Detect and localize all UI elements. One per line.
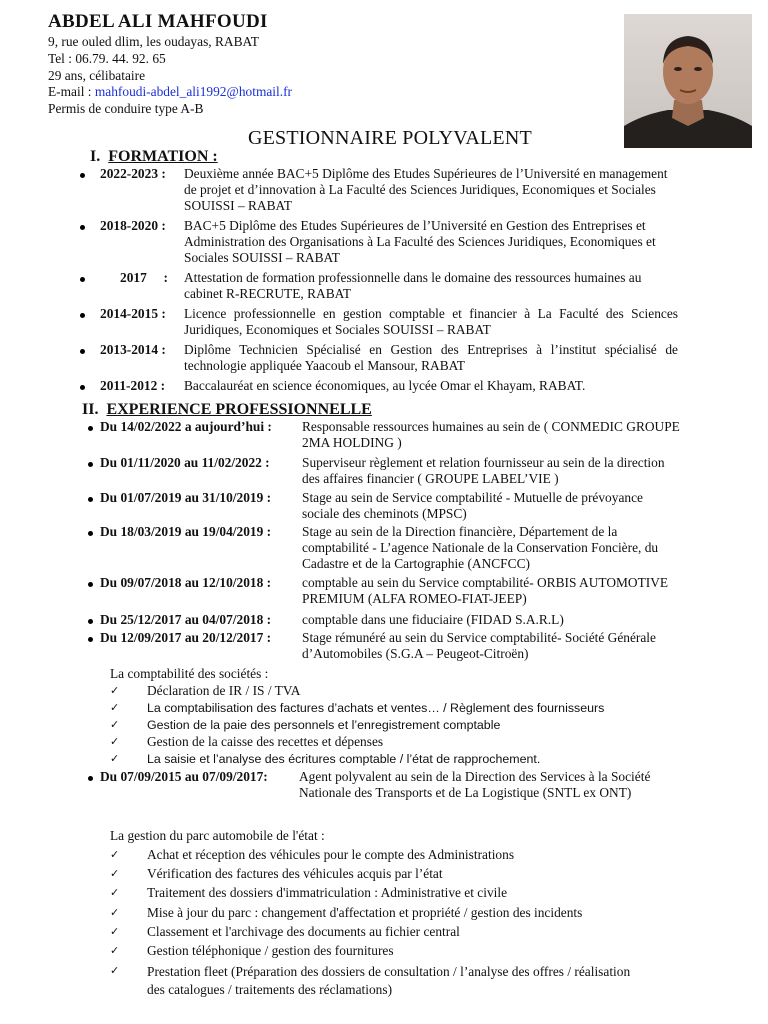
item-date: 2011-2012 : bbox=[100, 378, 166, 393]
compta-subheading: La comptabilité des sociétés : bbox=[110, 666, 269, 681]
item-text: Superviseur règlement et relation fournisseur au sein de la direction des affaires financier ( GROUPE LABEL’VIE ) bbox=[302, 455, 665, 487]
job-title: GESTIONNAIRE POLYVALENT bbox=[248, 127, 532, 149]
item-text: Licence professionnelle en gestion comptable et financier à La Faculté des Sciences Juridiques, Economiques et Sociales SOUISSI – RABAT bbox=[184, 306, 678, 338]
item-date: 2013-2014 : bbox=[100, 342, 166, 357]
item-date: 2018-2020 : bbox=[100, 218, 166, 233]
checkmark-icon: ✓ bbox=[110, 886, 120, 899]
item-date: 2014-2015 : bbox=[100, 306, 166, 321]
section-number: I. bbox=[90, 148, 101, 165]
item-text: Stage au sein de Service comptabilité - Mutuelle de prévoyance sociale des cheminots (MPSC) bbox=[302, 490, 643, 522]
item-date: Du 18/03/2019 au 19/04/2019 : bbox=[100, 524, 272, 539]
item-date: 2022-2023 : bbox=[100, 166, 166, 181]
checkmark-icon: ✓ bbox=[110, 718, 120, 731]
item-text: Attestation de formation professionnelle dans le domaine des ressources humaines au cabinet R-RECRUTE, RABAT bbox=[184, 270, 642, 302]
task-text: La comptabilisation des factures d’achats et ventes… / Règlement des fournisseurs bbox=[147, 701, 605, 715]
task-text: Mise à jour du parc : changement d'affectation et propriété / gestion des incidents bbox=[147, 905, 583, 920]
item-text: BAC+5 Diplôme des Etudes Supérieures de l’Université en Gestion des Entreprises et Administration des Organisations à La Faculté des Sciences Juridiques, Economiques et Sociales SOUISSI – RABAT bbox=[184, 218, 656, 266]
checkmark-icon: ✓ bbox=[110, 735, 120, 748]
checkmark-icon: ✓ bbox=[110, 867, 120, 880]
item-text: Responsable ressources humaines au sein de ( CONMEDIC GROUPE 2MA HOLDING ) bbox=[302, 419, 680, 451]
task-text: Traitement des dossiers d'immatriculation : Administrative et civile bbox=[147, 885, 508, 900]
email-link[interactable]: mahfoudi-abdel_ali1992@hotmail.fr bbox=[94, 84, 293, 99]
checkmark-icon: ✓ bbox=[110, 848, 120, 861]
item-date: Du 01/11/2020 au 11/02/2022 : bbox=[100, 455, 270, 470]
checkmark-icon: ✓ bbox=[110, 684, 120, 697]
age-status: 29 ans, célibataire bbox=[48, 68, 146, 83]
task-text: Achat et réception des véhicules pour le compte des Administrations bbox=[147, 847, 515, 862]
item-text: Stage au sein de la Direction financière, Département de la comptabilité - L’agence Nationale de la Conservation Foncière, du Cadastre et de la Cartographie (ANCFCC) bbox=[302, 524, 659, 572]
profile-photo bbox=[624, 14, 752, 148]
item-text: Stage rémunéré au sein du Service comptabilité- Société Générale d’Automobiles (S.G.A – Peugeot-Citroën) bbox=[302, 630, 656, 662]
email-label: E-mail : bbox=[48, 84, 95, 99]
telephone: Tel : 06.79. 44. 92. 65 bbox=[48, 51, 166, 66]
item-date: Du 12/09/2017 au 20/12/2017 : bbox=[100, 630, 272, 645]
item-text: comptable dans une fiduciaire (FIDAD S.A.R.L) bbox=[302, 612, 564, 627]
checkmark-icon: ✓ bbox=[110, 752, 120, 765]
item-date: 2017 : bbox=[120, 270, 168, 285]
checkmark-icon: ✓ bbox=[110, 701, 120, 714]
checkmark-icon: ✓ bbox=[110, 925, 120, 938]
checkmark-icon: ✓ bbox=[110, 944, 120, 957]
task-text: Gestion de la paie des personnels et l’enregistrement comptable bbox=[147, 718, 501, 732]
task-text: La saisie et l’analyse des écritures comptable / l’état de rapprochement. bbox=[147, 752, 541, 766]
item-text: Agent polyvalent au sein de la Direction des Services à la Société Nationale des Transports et de La Logistique (SNTL ex ONT) bbox=[299, 769, 651, 801]
task-text: Vérification des factures des véhicules acquis par l’état bbox=[147, 866, 443, 881]
item-text: comptable au sein du Service comptabilité- ORBIS AUTOMOTIVE PREMIUM (ALFA ROMEO-FIAT-JEEP) bbox=[302, 575, 669, 607]
address: 9, rue ouled dlim, les oudayas, RABAT bbox=[48, 34, 259, 49]
section-title: EXPERIENCE PROFESSIONNELLE bbox=[106, 401, 372, 418]
task-text: Déclaration de IR / IS / TVA bbox=[147, 683, 301, 698]
section-experience-heading bbox=[82, 400, 372, 419]
candidate-name: ABDEL ALI MAHFOUDI bbox=[48, 11, 268, 32]
task-text: Gestion téléphonique / gestion des fournitures bbox=[147, 943, 394, 958]
item-text: Baccalauréat en science économiques, au lycée Omar el Khayam, RABAT. bbox=[184, 378, 586, 393]
item-date: Du 01/07/2019 au 31/10/2019 : bbox=[100, 490, 272, 505]
item-date: Du 09/07/2018 au 12/10/2018 : bbox=[100, 575, 272, 590]
section-title: FORMATION : bbox=[108, 148, 218, 165]
item-date: Du 07/09/2015 au 07/09/2017: bbox=[100, 769, 268, 784]
parc-subheading: La gestion du parc automobile de l'état : bbox=[110, 828, 325, 843]
section-formation-heading bbox=[90, 147, 218, 166]
item-text: Diplôme Technicien Spécialisé en Gestion des Entreprises à l’institut spécialisé de technologie appliquée Yaacoub el Mansour, RABAT bbox=[184, 342, 678, 374]
task-text: Classement et l'archivage des documents au fichier central bbox=[147, 924, 460, 939]
section-number: II. bbox=[82, 401, 99, 418]
checkmark-icon: ✓ bbox=[110, 964, 120, 977]
item-date: Du 25/12/2017 au 04/07/2018 : bbox=[100, 612, 272, 627]
driving-license: Permis de conduire type A-B bbox=[48, 101, 204, 116]
item-date: Du 14/02/2022 a aujourd’hui : bbox=[100, 419, 272, 434]
checkmark-icon: ✓ bbox=[110, 906, 120, 919]
email-line bbox=[48, 84, 292, 100]
item-text: Deuxième année BAC+5 Diplôme des Etudes Supérieures de l’Université en management de projet et d’innovation à La Faculté des Sciences Juridiques, Economiques et Sociales SOUISSI – RABAT bbox=[184, 166, 668, 214]
task-text: Gestion de la caisse des recettes et dépenses bbox=[147, 734, 384, 749]
task-text: Prestation fleet (Préparation des dossiers de consultation / l’analyse des offres / réalisation des catalogues / traitements des réclamations) bbox=[147, 964, 631, 997]
